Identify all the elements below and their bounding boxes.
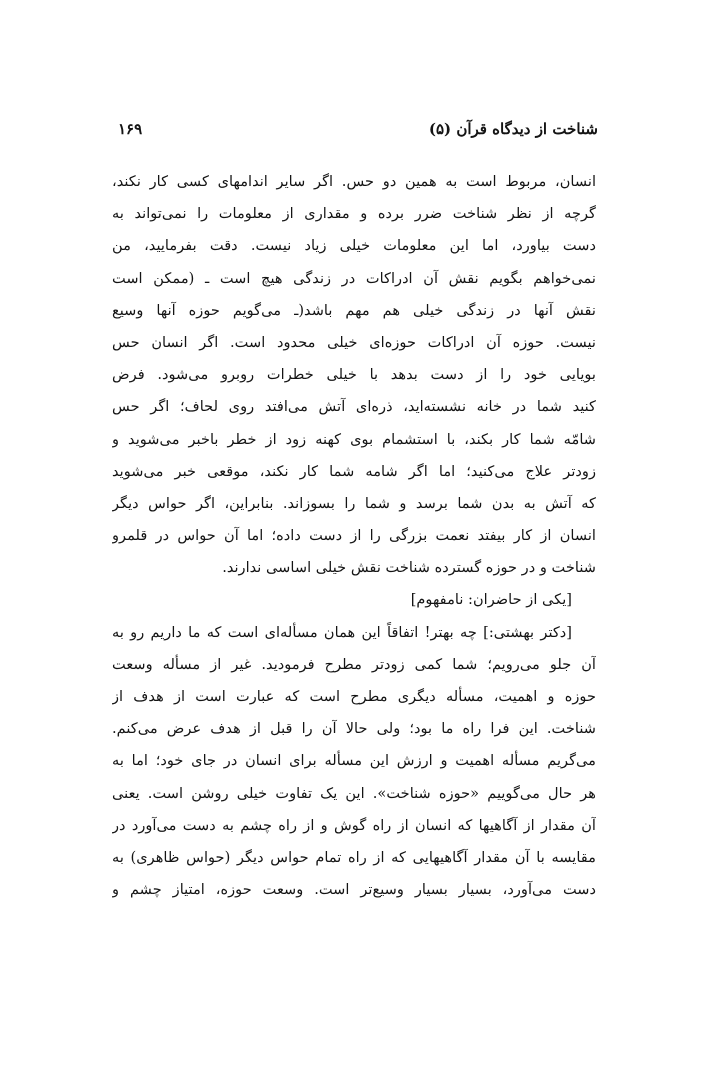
text-line: آن جلو می‌رویم؛ شما کمی زودتر مطرح فرمودید. غیر از مسأله وسعت — [112, 655, 596, 673]
page-number: ۱۶۹ — [118, 120, 143, 138]
text-line: نیست. حوزه آن ادراکات حوزه‌ای خیلی محدود است. اگر انسان حس — [112, 333, 596, 351]
text-line: هر حال می‌گوییم «حوزه شناخت». این یک تفاوت خیلی روشن است. یعنی — [112, 784, 596, 802]
text-line: گرچه از نظر شناخت ضرر برده و مقداری از معلومات را نمی‌تواند به — [112, 205, 596, 223]
interjection-line: [یکی از حاضران: نامفهوم] — [410, 591, 572, 609]
text-line: بویایی خود را از دست بدهد با خیلی خطرات روبرو می‌شود. فرض — [112, 366, 596, 384]
text-line: که آتش به بدن شما برسد و شما را بسوزاند. بنابراین، اگر حواس دیگر — [112, 494, 596, 512]
text-line: آن مقدار از آگاهیها که انسان از راه گوش و از راه چشم به دست می‌آورد در — [112, 816, 596, 834]
text-line: شامّه شما کار بکند، با استشمام بوی کهنه زود از خطر باخبر می‌شوید و — [112, 430, 596, 448]
text-line: نمی‌خواهم بگویم نقش آن ادراکات در زندگی هیچ است ـ (ممکن است — [112, 269, 596, 287]
header-title: شناخت از دیدگاه قرآن (۵) — [428, 120, 598, 138]
text-line: [دکتر بهشتی:] چه بهتر! اتفاقاً این همان مسأله‌ای است که ما داریم رو به — [112, 623, 572, 641]
text-line: نقش آنها در زندگی خیلی هم مهم باشد(ـ می‌گویم حوزه آنها وسیع — [112, 301, 596, 319]
text-line: می‌گریم مسأله اهمیت و ارزش این مسأله برای انسان در جای خود؛ اما به — [112, 752, 596, 770]
text-line: انسان از کار بیفتد نعمت بزرگی را از دست داده؛ اما آن حواس در قلمرو — [112, 527, 596, 545]
text-line: دست بیاورد، اما این معلومات خیلی زیاد نیست. دقت بفرمایید، من — [112, 237, 596, 255]
text-line: کنید شما در خانه نشسته‌اید، ذره‌ای آتش می‌افتد روی لحاف؛ اگر حس — [112, 398, 596, 416]
text-line: مقایسه با آن مقدار آگاهیهایی که از راه تمام حواس دیگر (حواس ظاهری) به — [112, 848, 596, 866]
body-text — [112, 166, 596, 906]
text-line: حوزه و اهمیت، مسأله دیگری مطرح است که عبارت است از هدف از — [112, 688, 596, 705]
text-line: انسان، مربوط است به همین دو حس. اگر سایر اندامهای کسی کار نکند، — [112, 173, 596, 190]
text-line: دست می‌آورد، بسیار بسیار وسیع‌تر است. وسعت حوزه، امتیاز چشم و — [112, 881, 596, 899]
text-line: شناخت. این فرا راه ما بود؛ ولی حالا آن را قبل از هدف عرض می‌کنم. — [112, 720, 596, 738]
text-line: زودتر علاج می‌کنید؛ اما اگر شامه شما کار نکند، موقعی خبر می‌شوید — [112, 462, 596, 480]
running-header — [118, 120, 598, 144]
text-line: شناخت و در حوزه گسترده شناخت نقش خیلی اساسی ندارند. — [222, 559, 596, 577]
